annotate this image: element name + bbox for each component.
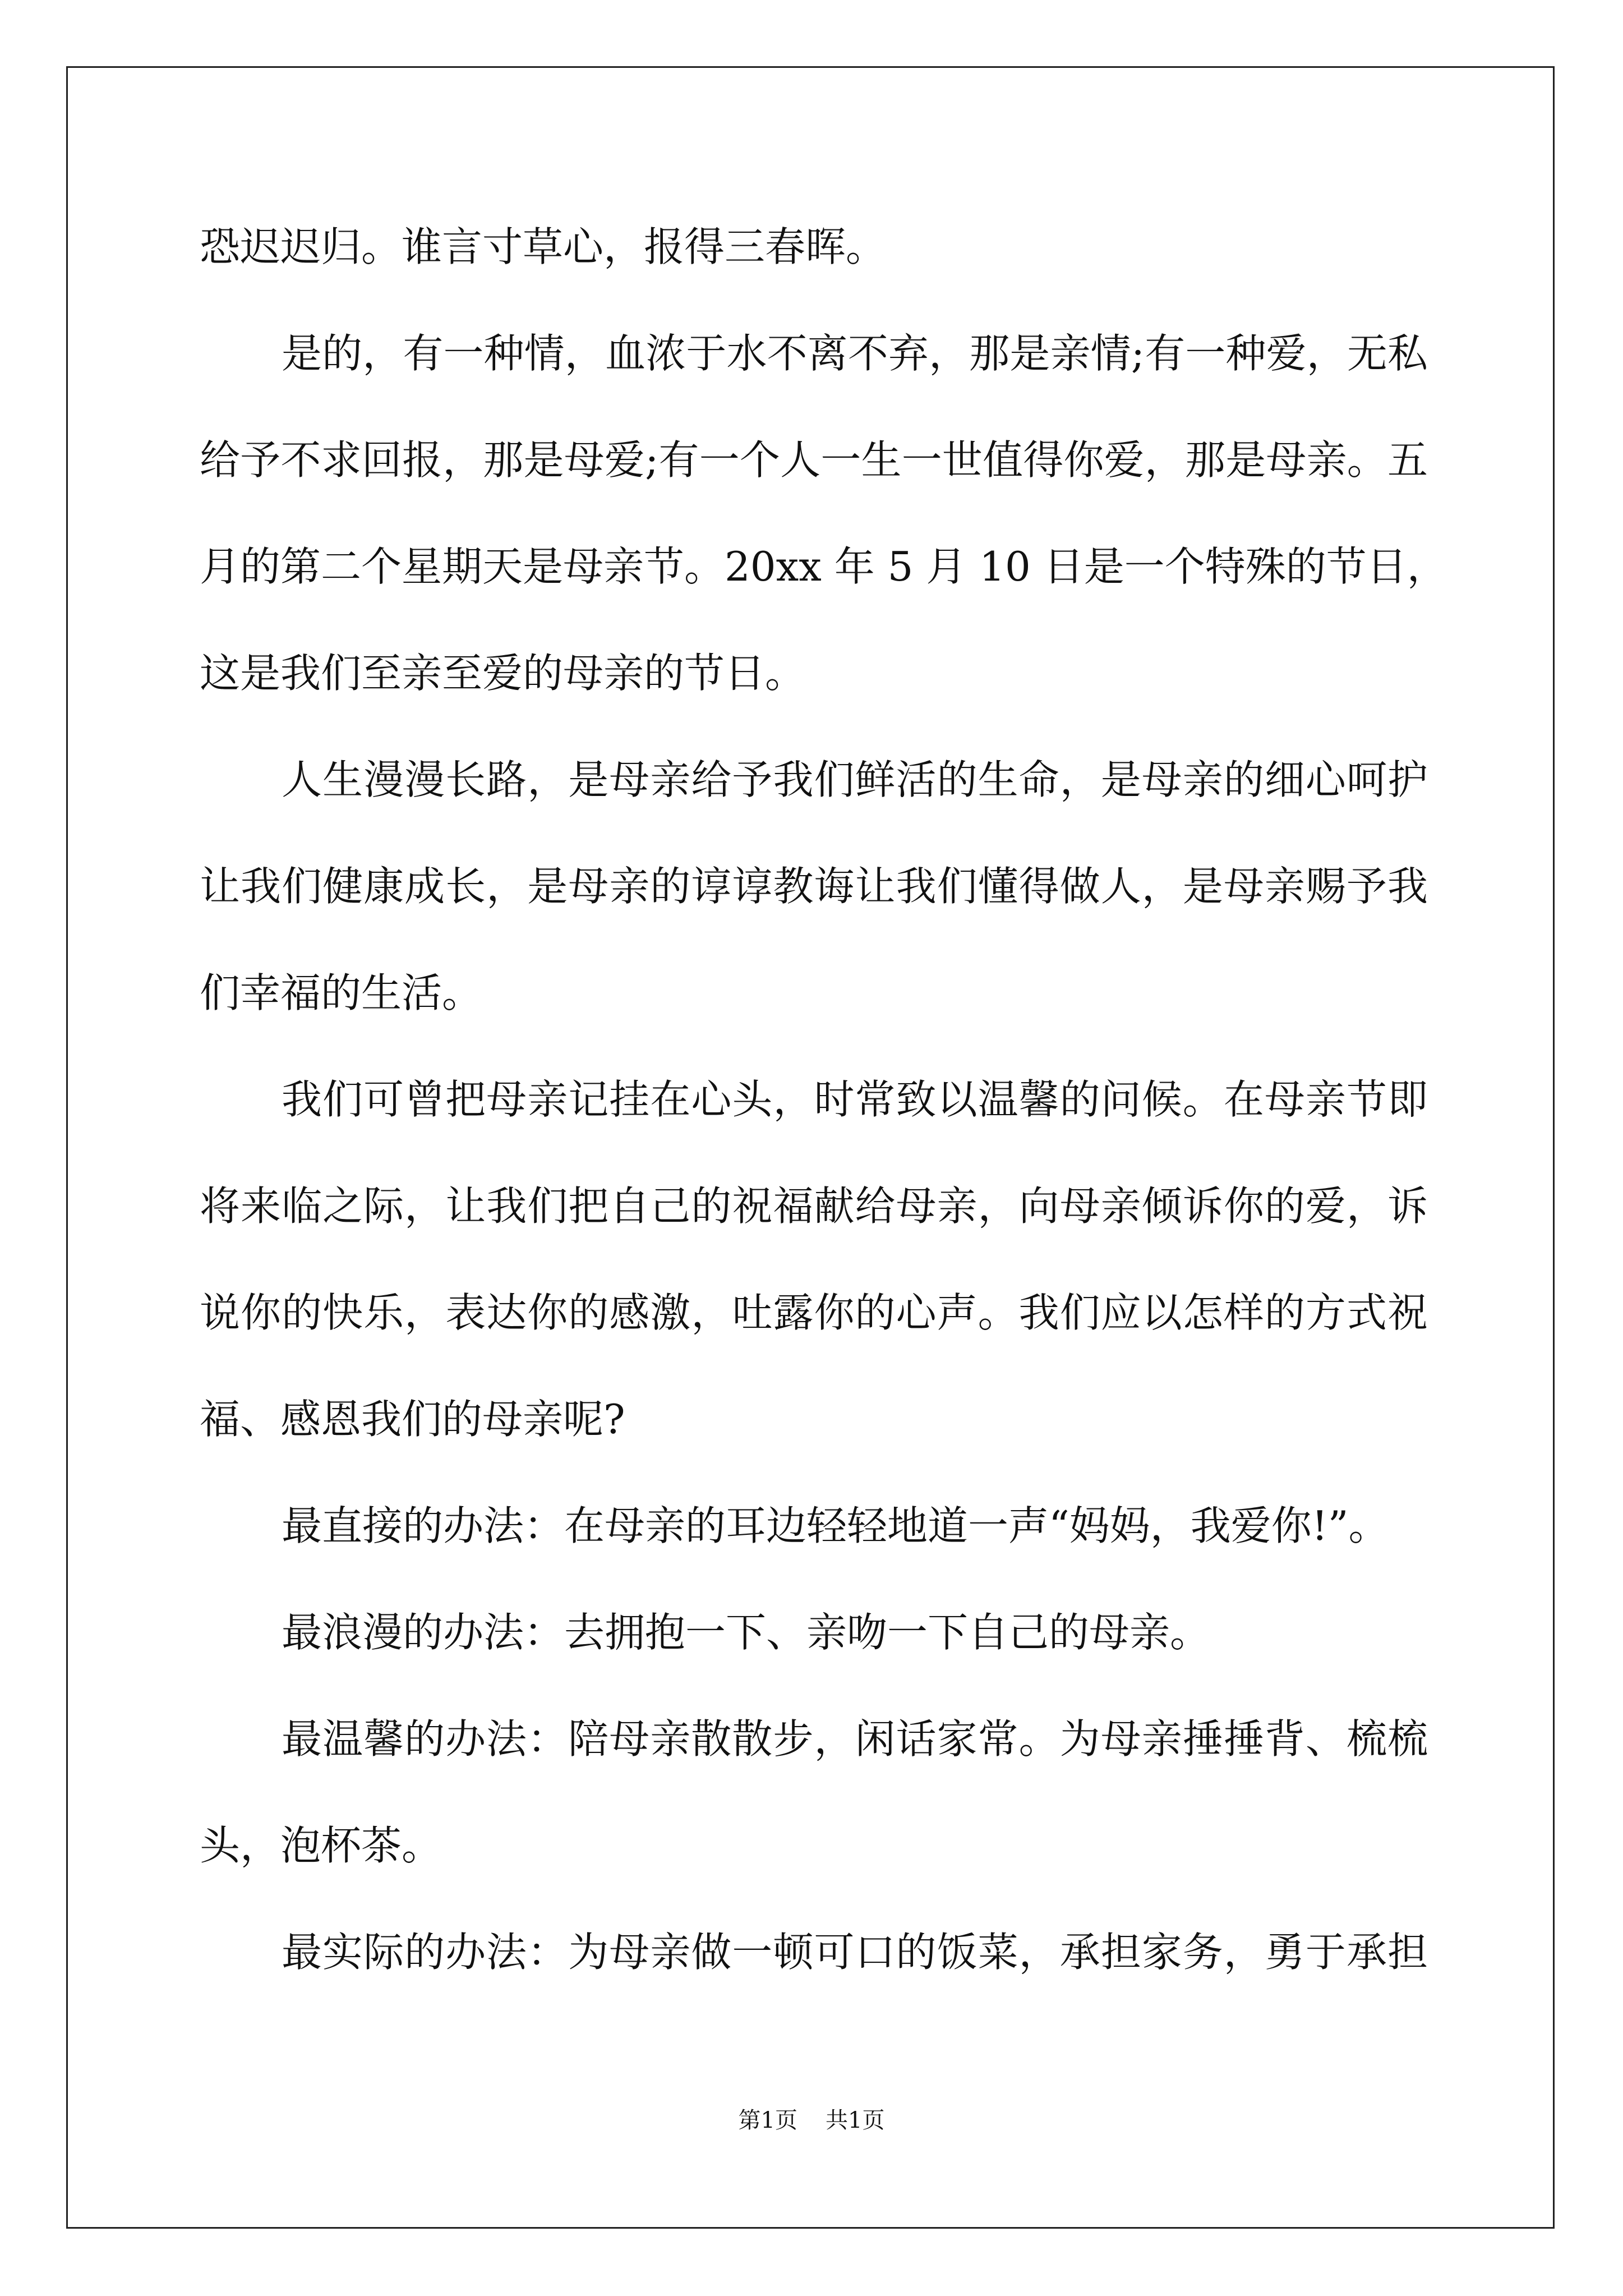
text-line-3: 给予不求回报，那是母爱;有一个人一生一世值得你爱，那是母亲。五 (200, 436, 1428, 484)
text-line-1: 恐迟迟归。谁言寸草心，报得三春晖。 (200, 223, 887, 270)
text-line-9: 我们可曾把母亲记挂在心头，时常致以温馨的问候。在母亲节即 (282, 1076, 1428, 1123)
text-line-16: 头，泡杯茶。 (200, 1822, 442, 1869)
page-number-total: 共1页 (826, 2108, 885, 2133)
page-footer (0, 2104, 1623, 2137)
text-line-8: 们幸福的生活。 (200, 969, 483, 1016)
text-line-2: 是的，有一种情，血浓于水不离不弃，那是亲情;有一种爱，无私 (282, 330, 1428, 377)
text-line-12: 福、感恩我们的母亲呢? (200, 1396, 625, 1443)
text-line-14: 最浪漫的办法：去拥抱一下、亲吻一下自己的母亲。 (282, 1609, 1211, 1656)
text-line-13: 最直接的办法：在母亲的耳边轻轻地道一声“妈妈，我爱你!”。 (282, 1502, 1389, 1549)
text-line-15: 最温馨的办法：陪母亲散散步，闲话家常。为母亲捶捶背、梳梳 (282, 1715, 1428, 1763)
text-line-11: 说你的快乐，表达你的感激，吐露你的心声。我们应以怎样的方式祝 (200, 1289, 1428, 1336)
text-line-5: 这是我们至亲至爱的母亲的节日。 (200, 650, 806, 697)
text-line-10: 将来临之际，让我们把自己的祝福献给母亲，向母亲倾诉你的爱，诉 (200, 1182, 1428, 1230)
page-border (66, 66, 1555, 2229)
text-line-17: 最实际的办法：为母亲做一顿可口的饭菜，承担家务，勇于承担 (282, 1929, 1428, 1976)
text-line-4: 月的第二个星期天是母亲节。20xx 年 5 月 10 日是一个特殊的节日， (200, 543, 1447, 590)
text-line-7: 让我们健康成长，是母亲的谆谆教诲让我们懂得做人，是母亲赐予我 (200, 863, 1428, 910)
page-number-current: 第1页 (738, 2108, 797, 2133)
text-line-6: 人生漫漫长路，是母亲给予我们鲜活的生命，是母亲的细心呵护 (282, 756, 1428, 803)
